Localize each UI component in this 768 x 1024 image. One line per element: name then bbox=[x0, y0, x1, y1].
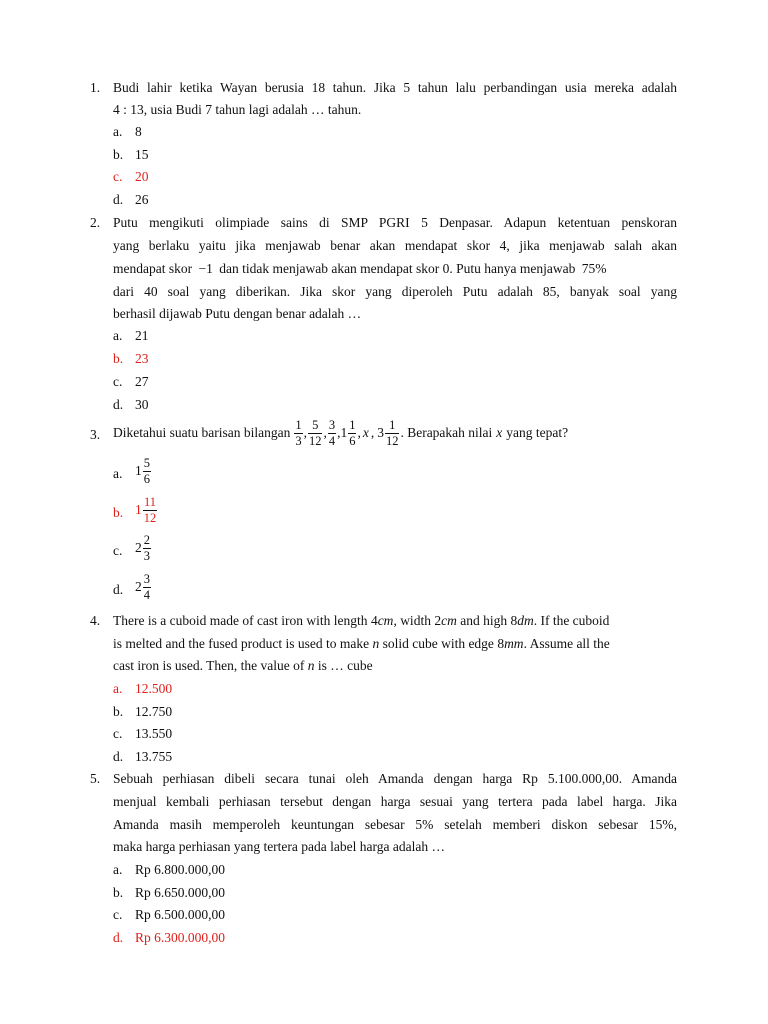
question-1-option-c-value: 20 bbox=[135, 169, 149, 184]
question-2-option-a-value: 21 bbox=[135, 328, 149, 343]
question-3-option-a-value: 1 $\frac{5}{6}$ bbox=[135, 456, 150, 486]
sequence-term-5: x bbox=[362, 425, 369, 441]
question-5-line-2: menjual kembali perhiasan tersebut dengan harga sesuai yang tertera pada label harga. Jika bbox=[113, 794, 677, 809]
question-3-option-d-value: 2 $\frac{3}{4}$ bbox=[135, 572, 150, 602]
question-1-option-a-letter: a. bbox=[113, 124, 123, 139]
question-1-option-a-value: 8 bbox=[135, 124, 142, 139]
question-2-option-b-value: 23 bbox=[135, 351, 149, 366]
sequence-term-2: $\frac{5}{12}$ bbox=[308, 418, 322, 448]
question-3-option-c-value: 2 $\frac{2}{3}$ bbox=[135, 533, 150, 563]
question-2-line-3 bbox=[113, 262, 607, 276]
height-unit: dm bbox=[517, 613, 534, 628]
question-1-option-b-letter: b. bbox=[113, 147, 124, 162]
question-5-line-4: maka harga perhiasan yang tertera pada label harga adalah … bbox=[113, 839, 445, 854]
question-2-option-c-value: 27 bbox=[135, 374, 149, 389]
question-5-number: 5. bbox=[90, 771, 101, 786]
question-4-option-c-value: 13.550 bbox=[135, 726, 173, 741]
question-5-option-b-letter: b. bbox=[113, 885, 124, 900]
question-5-option-a-letter: a. bbox=[113, 862, 123, 877]
variable-n: n bbox=[307, 658, 315, 673]
question-1-line-1: Budi lahir ketika Wayan berusia 18 tahun. Jika 5 tahun lalu perbandingan usia mereka adalah bbox=[113, 80, 677, 95]
question-5-line-3: Amanda masih memperoleh keuntungan sebesar 5% setelah memberi diskon sebesar 15%, bbox=[113, 817, 677, 832]
question-4-option-a-letter: a. bbox=[113, 681, 123, 696]
sequence-term-3: $\frac{3}{4}$ bbox=[328, 418, 336, 448]
question-2-option-c-letter: c. bbox=[113, 374, 123, 389]
question-5-line-1: Sebuah perhiasan dibeli secara tunai oleh Amanda dengan harga Rp 5.100.000,00. Amanda bbox=[113, 771, 677, 786]
question-3-question: . Berapakah nilai bbox=[400, 425, 493, 441]
question-1-line-2: 4 : 13, usia Budi 7 tahun lagi adalah … tahun. bbox=[113, 102, 362, 117]
question-2-line-4: dari 40 soal yang diberikan. Jika skor yang diperoleh Putu adalah 85, banyak soal yang bbox=[113, 284, 677, 299]
sequence-term-4: 1 $\frac{1}{6}$ bbox=[340, 418, 356, 448]
length-value: 4 bbox=[370, 613, 378, 628]
question-4-text: cast iron is used. Then, the value of bbox=[113, 658, 305, 673]
question-4-option-b-letter: b. bbox=[113, 704, 124, 719]
question-3-option-c-letter: c. bbox=[113, 543, 123, 558]
question-3-variable: x bbox=[496, 425, 503, 441]
question-3-intro: Diketahui suatu barisan bilangan bbox=[113, 425, 291, 441]
question-3-option-a-letter: a. bbox=[113, 466, 123, 481]
edge-unit: mm bbox=[504, 636, 524, 651]
question-3-stem: Diketahui suatu barisan bilangan $\frac{1}{3}$ , $\frac{5}{12}$ , $\frac{3}{4}$ , 1 $\frac{1}{6}$ , x , 3 $\frac{1}{12}$ . Berapakah nilai x yang tepat? bbox=[113, 418, 569, 448]
question-2-option-a-letter: a. bbox=[113, 328, 123, 343]
question-4-text: . Assume all the bbox=[523, 636, 610, 651]
question-4-line-3 bbox=[113, 659, 373, 673]
question-1-option-d-letter: d. bbox=[113, 192, 124, 207]
question-5-option-b-value: Rp 6.650.000,00 bbox=[135, 885, 226, 900]
question-4-text: solid cube with edge bbox=[382, 636, 494, 651]
question-4-text: is melted and the fused product is used to make bbox=[113, 636, 370, 651]
question-2-line-5: berhasil dijawab Putu dengan benar adalah … bbox=[113, 306, 362, 321]
question-2-option-d-value: 30 bbox=[135, 397, 149, 412]
sequence-term-6: 3 $\frac{1}{12}$ bbox=[377, 418, 399, 448]
question-1-option-b-value: 15 bbox=[135, 147, 149, 162]
width-value: 2 bbox=[434, 613, 442, 628]
question-5-option-d-letter: d. bbox=[113, 930, 124, 945]
question-4-option-b-value: 12.750 bbox=[135, 704, 173, 719]
question-5-option-d-value: Rp 6.300.000,00 bbox=[135, 930, 226, 945]
question-3-number: 3. bbox=[90, 427, 101, 442]
question-5-option-c-letter: c. bbox=[113, 907, 123, 922]
question-4-number: 4. bbox=[90, 613, 101, 628]
question-3-option-d-letter: d. bbox=[113, 582, 124, 597]
question-2-number: 2. bbox=[90, 215, 101, 230]
question-4-text: , width bbox=[393, 613, 431, 628]
question-4-text: is … cube bbox=[317, 658, 373, 673]
question-4-line-2 bbox=[113, 637, 610, 651]
question-2-line-1: Putu mengikuti olimpiade sains di SMP PGRI 5 Denpasar. Adapun ketentuan penskoran bbox=[113, 215, 677, 230]
question-4-line-1 bbox=[113, 614, 609, 628]
variable-n: n bbox=[372, 636, 380, 651]
question-2-option-d-letter: d. bbox=[113, 397, 124, 412]
question-5-option-a-value: Rp 6.800.000,00 bbox=[135, 862, 226, 877]
question-4-text: . If the cuboid bbox=[533, 613, 610, 628]
sequence-term-1: $\frac{1}{3}$ bbox=[295, 418, 302, 448]
width-unit: cm bbox=[441, 613, 457, 628]
question-3-question-end: yang tepat? bbox=[506, 425, 569, 441]
question-4-text: and high bbox=[460, 613, 508, 628]
question-1-option-c-letter: c. bbox=[113, 169, 123, 184]
edge-value: 8 bbox=[497, 636, 505, 651]
question-3-option-b-letter: b. bbox=[113, 505, 124, 520]
question-1-number: 1. bbox=[90, 80, 101, 95]
question-5-option-c-value: Rp 6.500.000,00 bbox=[135, 907, 226, 922]
question-4-option-a-value: 12.500 bbox=[135, 681, 173, 696]
question-2-option-b-letter: b. bbox=[113, 351, 124, 366]
question-3-option-b-value: 1 $\frac{11}{12}$ bbox=[135, 495, 157, 525]
question-4-option-d-value: 13.755 bbox=[135, 749, 173, 764]
question-1-option-d-value: 26 bbox=[135, 192, 149, 207]
question-4-option-d-letter: d. bbox=[113, 749, 124, 764]
question-4-text: There is a cuboid made of cast iron with length bbox=[113, 613, 368, 628]
question-2-line-3-part-2: dan tidak menjawab akan mendapat skor 0. Putu hanya menjawab bbox=[219, 261, 576, 276]
height-value: 8 bbox=[510, 613, 518, 628]
minus-one-value: −1 bbox=[198, 261, 213, 276]
question-2-line-3-part-1: mendapat skor bbox=[113, 261, 193, 276]
question-4-option-c-letter: c. bbox=[113, 726, 123, 741]
question-2-line-2: yang berlaku yaitu jika menjawab benar akan mendapat skor 4, jika menjawab salah akan bbox=[113, 238, 677, 253]
percent-value: 75% bbox=[581, 261, 607, 276]
length-unit: cm bbox=[377, 613, 394, 628]
